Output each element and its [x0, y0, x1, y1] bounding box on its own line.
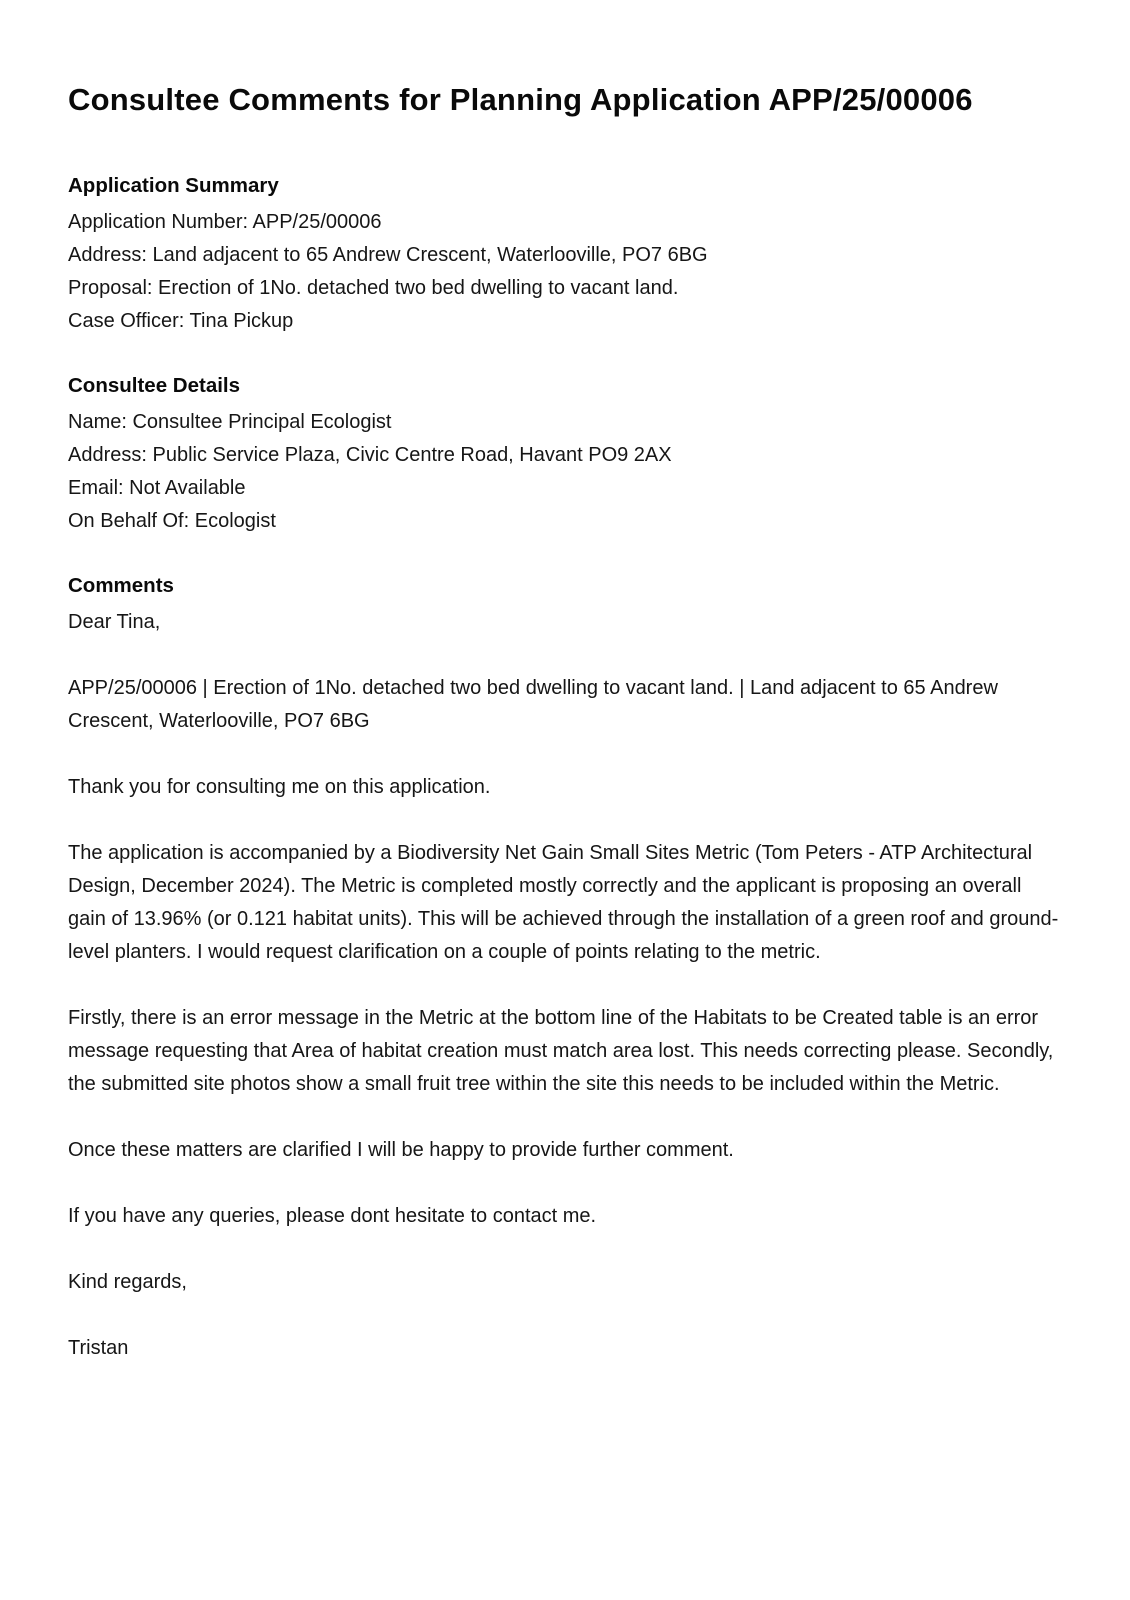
comment-subject-line: APP/25/00006 | Erection of 1No. detached two bed dwelling to vacant land. | Land adjacent to 65 Andrew Crescent, Waterlooville, PO7 6BG — [68, 677, 998, 732]
comment-metric-overview: The application is accompanied by a Biodiversity Net Gain Small Sites Metric (Tom Peters - ATP Architectural Design, December 2024). The Metric is completed mostly correctly and the applicant is proposing an overall gain of 13.96% (or 0.121 habitat units). This will be achieved through the installation of a green roof and ground-level planters. I would request clarification on a couple of points relating to the metric. — [68, 842, 1059, 963]
consultee-details-section — [68, 374, 1062, 538]
comments-section — [68, 574, 1062, 1365]
comment-queries: If you have any queries, please dont hesitate to contact me. — [68, 1205, 597, 1227]
application-number-line: Application Number: APP/25/00006 — [68, 211, 382, 233]
page-title: Consultee Comments for Planning Application APP/25/00006 — [68, 82, 973, 117]
application-address-line: Address: Land adjacent to 65 Andrew Crescent, Waterlooville, PO7 6BG — [68, 244, 708, 266]
comment-clarification-points: Firstly, there is an error message in the Metric at the bottom line of the Habitats to be Created table is an error message requesting that Area of habitat creation must match area lost. This needs correcting please. Secondly, the submitted site photos show a small fruit tree within the site this needs to be included within the Metric. — [68, 1007, 1054, 1095]
consultee-address-line: Address: Public Service Plaza, Civic Centre Road, Havant PO9 2AX — [68, 444, 672, 466]
application-summary-heading: Application Summary — [68, 174, 279, 197]
case-officer-line: Case Officer: Tina Pickup — [68, 310, 294, 332]
comments-heading: Comments — [68, 574, 174, 597]
comment-thanks: Thank you for consulting me on this application. — [68, 776, 491, 798]
consultee-details-heading: Consultee Details — [68, 374, 241, 397]
comment-salutation: Dear Tina, — [68, 611, 161, 633]
comment-signoff: Kind regards, — [68, 1271, 187, 1293]
consultee-email-line: Email: Not Available — [68, 477, 246, 499]
comment-signature: Tristan — [68, 1337, 129, 1359]
consultee-name-line: Name: Consultee Principal Ecologist — [68, 411, 392, 433]
application-summary-section — [68, 174, 1062, 338]
consultee-on-behalf-of-line: On Behalf Of: Ecologist — [68, 510, 276, 532]
application-proposal-line: Proposal: Erection of 1No. detached two bed dwelling to vacant land. — [68, 277, 679, 299]
comment-further-comment: Once these matters are clarified I will be happy to provide further comment. — [68, 1139, 734, 1161]
